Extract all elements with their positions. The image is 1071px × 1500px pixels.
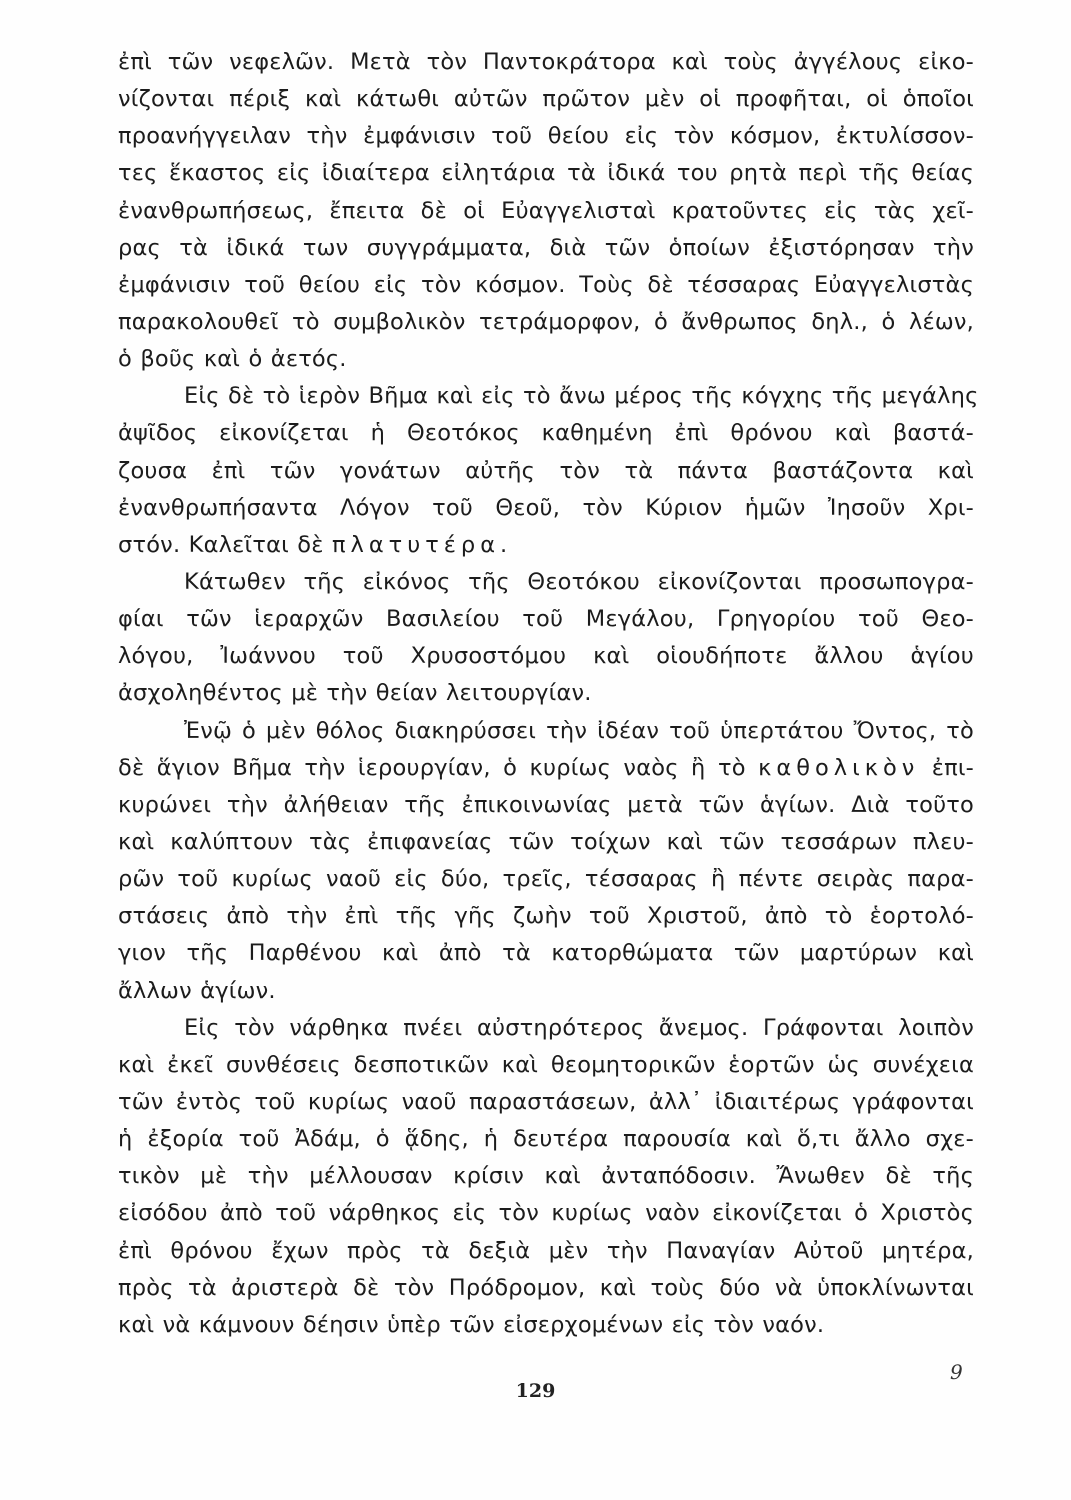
- signature-mark: 9: [950, 1360, 963, 1384]
- text-line: στάσεις ἀπὸ τὴν ἐπὶ τῆς γῆς ζωὴν τοῦ Χριστοῦ, ἀπὸ τὸ ἑορτολό-: [118, 903, 974, 930]
- text-line: ὁ βοῦς καὶ ὁ ἀετός.: [118, 346, 347, 373]
- text-line: ἐπὶ τῶν νεφελῶν. Μετὰ τὸν Παντοκράτορα καὶ τοὺς ἀγγέλους εἰκο-: [118, 49, 974, 75]
- emphasized-term: καθολικὸν: [758, 754, 920, 781]
- text-line: [118, 527, 974, 564]
- page-number: 129: [515, 1380, 556, 1402]
- text-line: νίζονται πέριξ καὶ κάτωθι αὐτῶν πρῶτον μὲν οἱ προφῆται, οἱ ὁποῖοι: [118, 86, 974, 113]
- text-line: ἀσχοληθέντος μὲ τὴν θείαν λειτουργίαν.: [118, 680, 592, 707]
- text-line: ἐνανθρωπήσαντα Λόγον τοῦ Θεοῦ, τὸν Κύριον ἡμῶν Ἰησοῦν Χρι-: [118, 494, 974, 521]
- text-line: [118, 750, 974, 787]
- text-line: τῶν ἐντὸς τοῦ κυρίως ναοῦ παραστάσεων, ἀλλ᾽ ἰδιαιτέρως γράφονται: [118, 1088, 974, 1115]
- text-line: ἐμφάνισιν τοῦ θείου εἰς τὸν κόσμον. Τοὺς δὲ τέσσαρας Εὐαγγελιστὰς: [118, 271, 974, 298]
- text-line: ρῶν τοῦ κυρίως ναοῦ εἰς δύο, τρεῖς, τέσσαρας ἢ πέντε σειρὰς παρα-: [118, 866, 974, 893]
- text-line: ἄλλων ἁγίων.: [118, 977, 276, 1004]
- text-line: παρακολουθεῖ τὸ συμβολικὸν τετράμορφον, ὁ ἄνθρωπος δηλ., ὁ λέων,: [118, 308, 974, 335]
- text-line: γιον τῆς Παρθένου καὶ ἀπὸ τὰ κατορθώματα τῶν μαρτύρων καὶ: [118, 940, 974, 967]
- text-line: ἐπὶ θρόνου ἔχων πρὸς τὰ δεξιὰ μὲν τὴν Παναγίαν Αὐτοῦ μητέρα,: [118, 1237, 974, 1264]
- text-segment: στόν. Καλεῖται δὲ: [118, 531, 332, 558]
- body-text: [118, 44, 979, 1344]
- text-segment: ἐπι-: [919, 754, 974, 781]
- text-segment: δὲ ἅγιον Βῆμα τὴν ἱερουργίαν, ὁ κυρίως ναὸς ἢ τὸ: [118, 754, 759, 781]
- text-line: ζουσα ἐπὶ τῶν γονάτων αὐτῆς τὸν τὰ πάντα βαστάζοντα καὶ: [118, 457, 974, 484]
- text-line: καὶ ἐκεῖ συνθέσεις δεσποτικῶν καὶ θεομητορικῶν ἑορτῶν ὡς συνέχεια: [118, 1051, 974, 1078]
- text-line: Κάτωθεν τῆς εἰκόνος τῆς Θεοτόκου εἰκονίζονται προσωπογρα-: [184, 568, 974, 595]
- emphasized-term: πλατυτέρα: [331, 531, 501, 558]
- text-line: προανήγγειλαν τὴν ἐμφάνισιν τοῦ θείου εἰς τὸν κόσμον, ἐκτυλίσσον-: [118, 123, 974, 150]
- text-line: κυρώνει τὴν ἀλήθειαν τῆς ἐπικοινωνίας μετὰ τῶν ἁγίων. Διὰ τοῦτο: [118, 791, 974, 818]
- text-line: Ἐνῷ ὁ μὲν θόλος διακηρύσσει τὴν ἰδέαν τοῦ ὑπερτάτου Ὄντος, τὸ: [184, 717, 974, 744]
- text-line: λόγου, Ἰωάννου τοῦ Χρυσοστόμου καὶ οἱουδήποτε ἄλλου ἁγίου: [118, 643, 974, 670]
- text-line: ρας τὰ ἰδικά των συγγράμματα, διὰ τῶν ὁποίων ἐξιστόρησαν τὴν: [118, 234, 974, 261]
- text-line: Εἰς δὲ τὸ ἱερὸν Βῆμα καὶ εἰς τὸ ἄνω μέρος τῆς κόγχης τῆς μεγάλης: [184, 383, 979, 410]
- text-line: φίαι τῶν ἱεραρχῶν Βασιλείου τοῦ Μεγάλου, Γρηγορίου τοῦ Θεο-: [118, 606, 974, 633]
- text-line: τικὸν μὲ τὴν μέλλουσαν κρίσιν καὶ ἀνταπόδοσιν. Ἄνωθεν δὲ τῆς: [118, 1163, 974, 1190]
- text-line: καὶ καλύπτουν τὰς ἐπιφανείας τῶν τοίχων καὶ τῶν τεσσάρων πλευ-: [118, 828, 974, 855]
- text-segment: .: [500, 531, 508, 558]
- text-line: ἀψῖδος εἰκονίζεται ἡ Θεοτόκος καθημένη ἐπὶ θρόνου καὶ βαστά-: [118, 420, 974, 447]
- text-line: καὶ νὰ κάμνουν δέησιν ὑπὲρ τῶν εἰσερχομένων εἰς τὸν ναόν.: [118, 1311, 825, 1338]
- text-line: τες ἕκαστος εἰς ἰδιαίτερα εἰλητάρια τὰ ἰδικά του ρητὰ περὶ τῆς θείας: [118, 160, 974, 187]
- text-line: ἡ ἐξορία τοῦ Ἀδάμ, ὁ ᾅδης, ἡ δευτέρα παρουσία καὶ ὅ,τι ἄλλο σχε-: [118, 1126, 974, 1153]
- text-line: πρὸς τὰ ἀριστερὰ δὲ τὸν Πρόδρομον, καὶ τοὺς δύο νὰ ὑποκλίνωνται: [118, 1274, 974, 1301]
- text-line: ἐνανθρωπήσεως, ἔπειτα δὲ οἱ Εὐαγγελισταὶ κρατοῦντες εἰς τὰς χεῖ-: [118, 197, 974, 224]
- text-line: Εἰς τὸν νάρθηκα πνέει αὐστηρότερος ἄνεμος. Γράφονται λοιπὸν: [184, 1014, 974, 1041]
- text-line: εἰσόδου ἀπὸ τοῦ νάρθηκος εἰς τὸν κυρίως ναὸν εἰκονίζεται ὁ Χριστὸς: [118, 1200, 974, 1227]
